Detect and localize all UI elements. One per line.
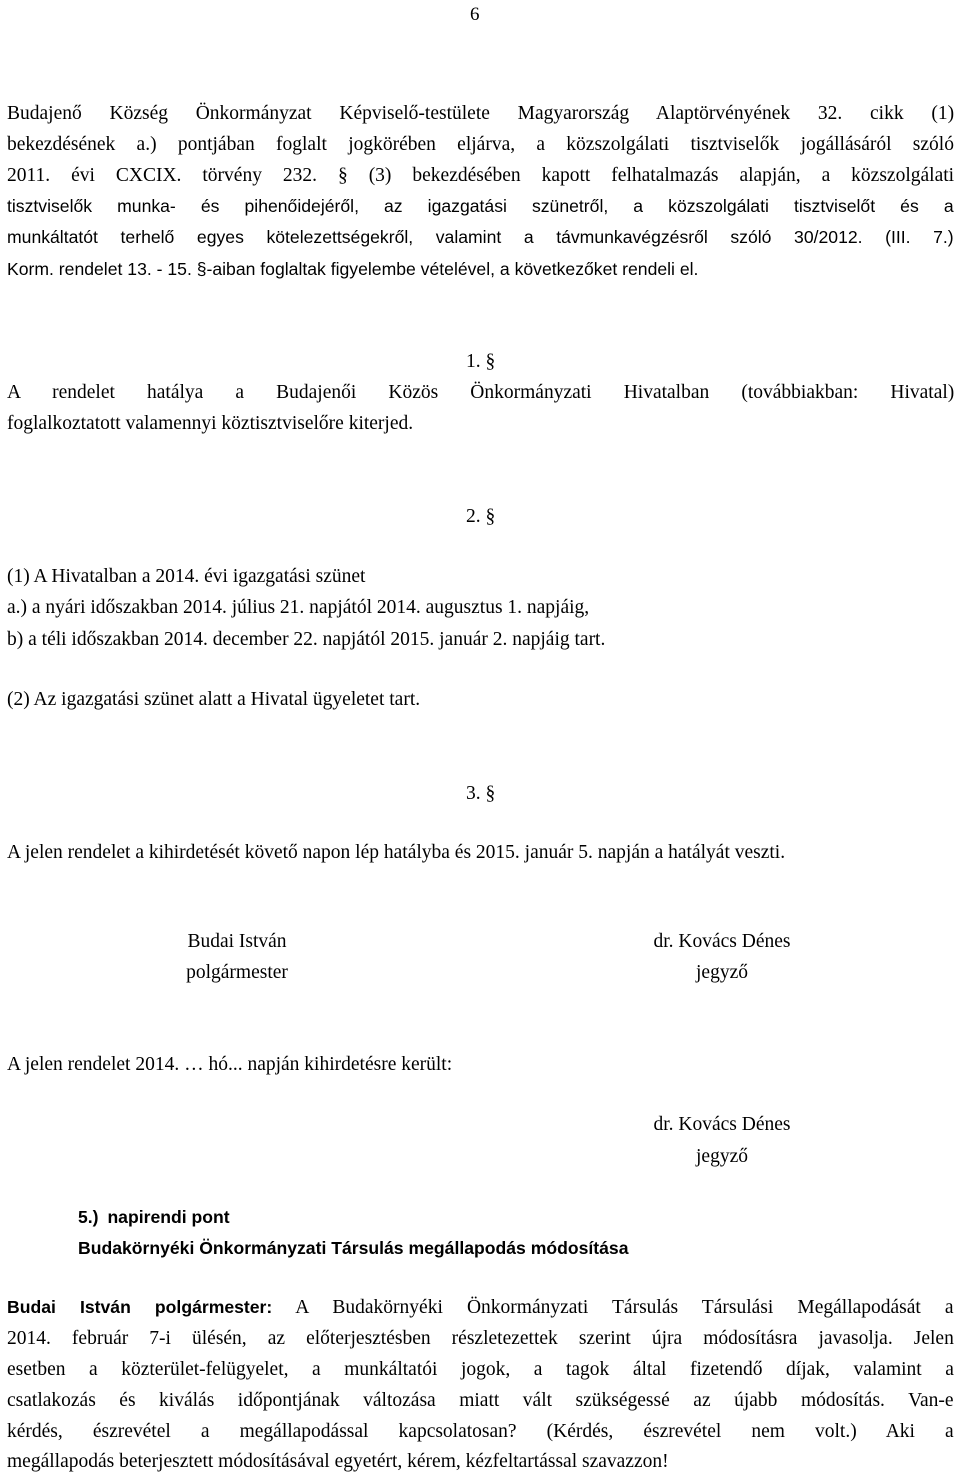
preamble-line: munkáltatót terhelő egyes kötelezettségekről, valamint a távmunkavégzésről szóló 30/2012. (III. 7.) bbox=[7, 227, 954, 247]
signature-left-name: Budai István bbox=[187, 931, 287, 952]
section-2-item-b: b) a téli időszakban 2014. december 22. napjától 2015. január 2. napjáig tart. bbox=[7, 629, 606, 650]
section-2-heading: 2. § bbox=[466, 506, 496, 527]
promulgation-text: A jelen rendelet 2014. … hó... napján kihirdetésre került: bbox=[7, 1054, 453, 1075]
speech-line bbox=[7, 1298, 954, 1318]
agenda-label: napirendi pont bbox=[107, 1207, 230, 1227]
section-2-para-2: (2) Az igazgatási szünet alatt a Hivatal ügyeletet tart. bbox=[7, 689, 421, 710]
signature-left-title: polgármester bbox=[186, 962, 288, 983]
speaker-name: Budai István polgármester: bbox=[7, 1297, 273, 1317]
speech-first-text: A Budakörnyéki Önkormányzati Társulás Társulási Megállapodását a bbox=[295, 1297, 954, 1318]
preamble-line: bekezdésének a.) pontjában foglalt jogkörében eljárva, a közszolgálati tisztviselők jogállásáról szóló bbox=[7, 134, 954, 155]
agenda-number-line bbox=[78, 1209, 230, 1227]
preamble-line: 2011. évi CXCIX. törvény 232. § (3) bekezdésében kapott felhatalmazás alapján, a közszolgálati bbox=[7, 165, 955, 186]
signature-right-name: dr. Kovács Dénes bbox=[653, 931, 791, 952]
speech-line: 2014. február 7-i ülésén, az előterjesztésben részletezettek szerint újra módosításra javasolja. Jelen bbox=[7, 1328, 954, 1349]
speech-line: esetben a közterület-felügyelet, a munkáltatói jogok, a tagok által fizetendő díjak, valamint a bbox=[7, 1359, 954, 1380]
preamble-line: tisztviselők munka- és pihenőidejéről, az igazgatási szünetről, a közszolgálati tisztviselőt és a bbox=[7, 196, 954, 216]
speech-paragraph bbox=[7, 1297, 954, 1472]
speech-line: megállapodás beterjesztett módosításával egyetért, kérem, kézfeltartással szavazzon! bbox=[7, 1451, 669, 1472]
section-1-line: A rendelet hatálya a Budajenői Közös Önkormányzati Hivatalban (továbbiakban: Hivatal) bbox=[7, 382, 955, 403]
section-1-line: foglalkoztatott valamennyi köztisztviselőre kiterjed. bbox=[7, 413, 414, 434]
speech-line: kérdés, észrevétel a megállapodással kapcsolatosan? (Kérdés, észrevétel nem volt.) Aki a bbox=[7, 1421, 954, 1442]
promulgation-name: dr. Kovács Dénes bbox=[653, 1114, 791, 1135]
section-2-intro: (1) A Hivatalban a 2014. évi igazgatási szünet bbox=[7, 566, 366, 587]
preamble-line: Korm. rendelet 13. - 15. §-aiban foglaltak figyelembe vételével, a következőket rendeli el. bbox=[7, 259, 699, 279]
agenda-number: 5.) bbox=[78, 1207, 99, 1227]
preamble-paragraph bbox=[7, 104, 954, 284]
signature-right-title: jegyző bbox=[696, 962, 748, 983]
page-number: 6 bbox=[470, 4, 480, 25]
section-2-item-a: a.) a nyári időszakban 2014. július 21. napjától 2014. augusztus 1. napjáig, bbox=[7, 597, 590, 618]
preamble-line: Budajenő Község Önkormányzat Képviselő-testülete Magyarország Alaptörvényének 32. cikk (1) bbox=[7, 103, 955, 124]
section-3-heading: 3. § bbox=[466, 783, 496, 804]
section-3-text: A jelen rendelet a kihirdetését követő napon lép hatályba és 2015. január 5. napján a hatályát veszti. bbox=[7, 842, 786, 863]
promulgation-title: jegyző bbox=[696, 1146, 748, 1167]
section-1-heading: 1. § bbox=[466, 351, 496, 372]
agenda-title: Budakörnyéki Önkormányzati Társulás megállapodás módosítása bbox=[78, 1238, 629, 1258]
section-1-paragraph bbox=[7, 383, 954, 443]
speech-line: csatlakozás és kiválás időpontjának változása miatt vált szükségessé az újabb módosítás. Van-e bbox=[7, 1390, 954, 1411]
